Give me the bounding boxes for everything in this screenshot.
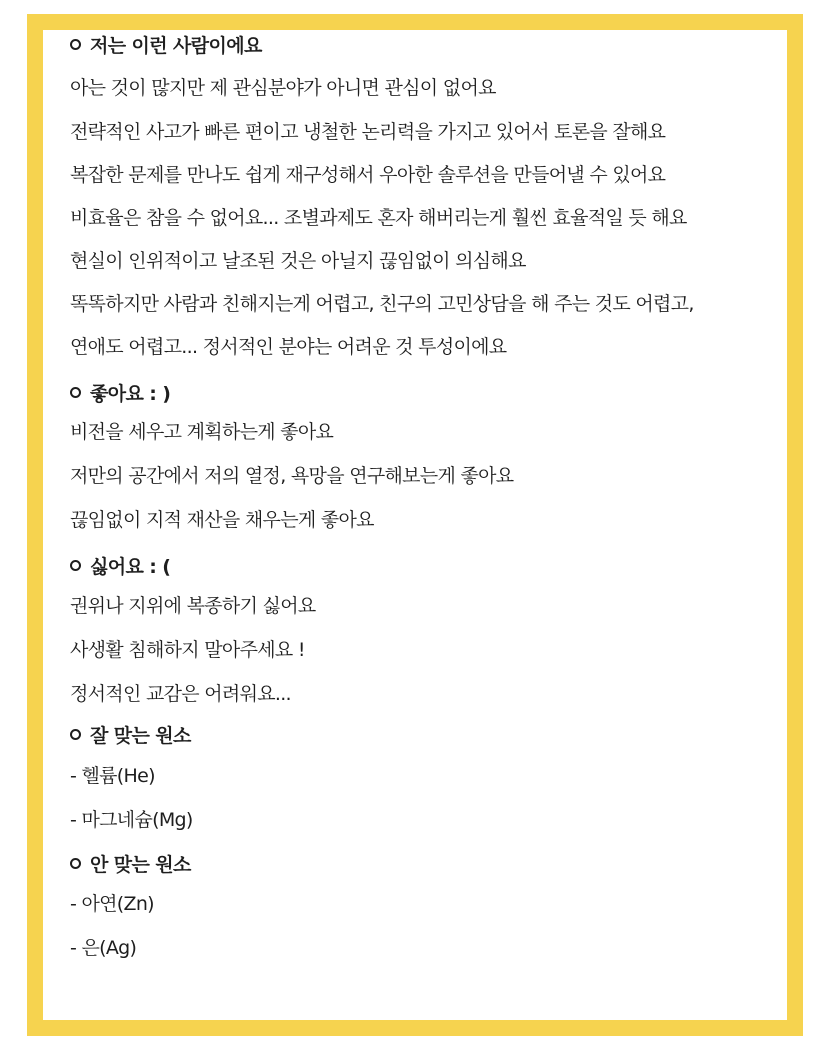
circle-bullet-icon: [70, 729, 81, 740]
about-line: 비효율은 참을 수 없어요... 조별과제도 혼자 해버리는게 훨씬 효율적일 듯 해요: [70, 207, 687, 229]
good-elements-heading-text: 잘 맞는 원소: [90, 724, 191, 747]
bad-elements-section: [70, 849, 777, 960]
bad-element-item: - 은(Ag): [70, 937, 137, 959]
dislikes-section: [70, 551, 777, 706]
profile-card: [43, 30, 787, 1020]
bad-elements-heading-text: 안 맞는 원소: [90, 853, 191, 876]
about-line: 현실이 인위적이고 날조된 것은 아닐지 끊임없이 의심해요: [70, 250, 526, 272]
about-heading-text: 저는 이런 사람이에요: [90, 34, 262, 57]
about-line: 전략적인 사고가 빠른 편이고 냉철한 논리력을 가지고 있어서 토론을 잘해요: [70, 121, 666, 143]
about-heading: [70, 30, 777, 58]
bad-element-item: - 아연(Zn): [70, 893, 154, 915]
circle-bullet-icon: [70, 387, 81, 398]
dislikes-line: 정서적인 교감은 어려워요...: [70, 683, 291, 705]
good-elements-section: [70, 720, 777, 832]
good-element-item: - 마그네슘(Mg): [70, 809, 193, 831]
likes-heading-text: 좋아요 : ): [90, 382, 171, 405]
dislikes-heading: [70, 551, 777, 579]
card-content: [70, 30, 777, 960]
likes-line: 끊임없이 지적 재산을 채우는게 좋아요: [70, 509, 374, 531]
about-line: 복잡한 문제를 만나도 쉽게 재구성해서 우아한 솔루션을 만들어낼 수 있어요: [70, 164, 666, 186]
dislikes-line: 사생활 침해하지 말아주세요 !: [70, 639, 305, 661]
good-element-item: - 헬륨(He): [70, 765, 155, 787]
likes-section: [70, 378, 777, 532]
about-line: 연애도 어렵고... 정서적인 분야는 어려운 것 투성이에요: [70, 336, 507, 358]
about-section: [70, 30, 777, 359]
dislikes-line: 권위나 지위에 복종하기 싫어요: [70, 595, 316, 617]
circle-bullet-icon: [70, 858, 81, 869]
circle-bullet-icon: [70, 560, 81, 571]
likes-line: 저만의 공간에서 저의 열정, 욕망을 연구해보는게 좋아요: [70, 465, 514, 487]
good-elements-heading: [70, 720, 777, 748]
about-line: 똑똑하지만 사람과 친해지는게 어렵고, 친구의 고민상담을 해 주는 것도 어렵고,: [70, 293, 694, 315]
dislikes-heading-text: 싫어요 : (: [90, 555, 171, 578]
likes-line: 비전을 세우고 계획하는게 좋아요: [70, 421, 334, 443]
circle-bullet-icon: [70, 39, 81, 50]
bad-elements-heading: [70, 849, 777, 877]
likes-heading: [70, 378, 777, 406]
about-line: 아는 것이 많지만 제 관심분야가 아니면 관심이 없어요: [70, 77, 496, 99]
